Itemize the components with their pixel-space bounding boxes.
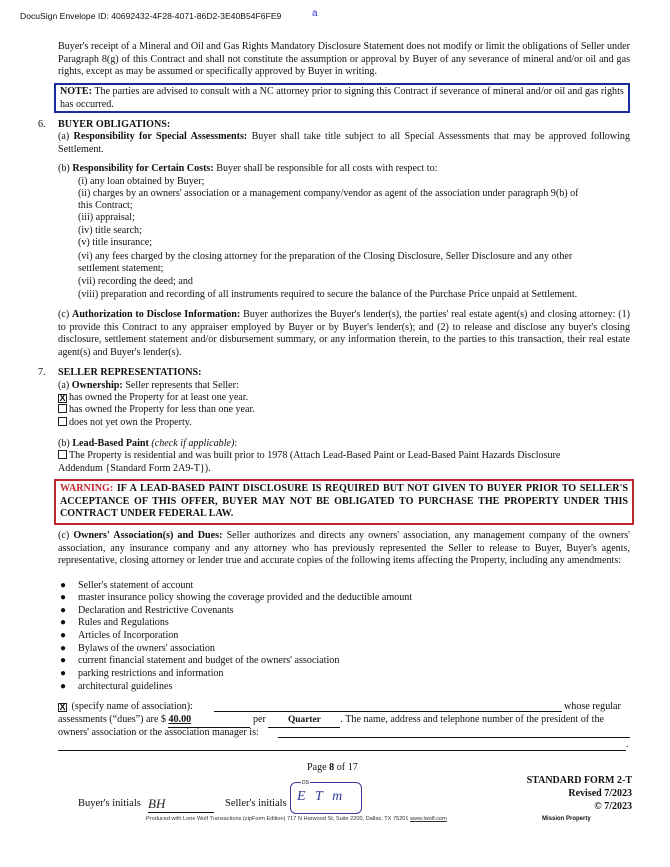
- section-6b-title: Responsibility for Certain Costs:: [72, 163, 214, 174]
- bullet-icon: ●: [60, 668, 67, 679]
- manager-field-line-2[interactable]: [58, 750, 626, 751]
- intro-paragraph: Buyer's receipt of a Mineral and Oil and Gas Rights Mandatory Disclosure Statement does not modify or limit the obligations of Seller under Paragraph 8(g) of this Contract and shall not constitute the assumption or approval by Buyer of any severance of mineral and/or oil and gas rights, except as may be assumed or specifically approved by Buyer in writing.: [58, 41, 630, 77]
- seller-initials-label: Seller's initials: [225, 798, 287, 809]
- seller-initials-stamp[interactable]: [290, 782, 362, 814]
- manager-field[interactable]: [278, 737, 630, 738]
- section-6b-text: Buyer shall be responsible for all costs with respect to:: [216, 163, 438, 174]
- page-of: of: [336, 762, 346, 773]
- cost-item: (iii) appraisal;: [78, 212, 135, 223]
- section-6b: [58, 163, 437, 176]
- list-item: Bylaws of the owners' association: [78, 643, 215, 654]
- form-copyright: © 7/2023: [594, 801, 632, 812]
- buyer-initials-field[interactable]: BH: [148, 796, 214, 813]
- dues-period-field[interactable]: Quarter: [268, 714, 340, 728]
- section-7c-title: Owners' Association(s) and Dues:: [73, 530, 223, 541]
- form-revised: Revised 7/2023: [568, 788, 632, 799]
- warning-box: [54, 479, 634, 525]
- section-6c-text: Buyer authorizes the Buyer's lender(s), the parties' real estate agent(s) and closing attorney: (1) to provide this Contract to any appraiser employed by Buyer or by Buyer's lender(s); and (2) to release and disclose any buyer's closing disclosure, settlement statement and/or disbursement summary, or any information therein, to the parties to this transaction, their real estate agent(s) and Buyer's lender(s).: [58, 309, 631, 358]
- envelope-id: DocuSign Envelope ID: 40692432-4F28-4071-86D2-3E40B54F6FE9: [20, 11, 282, 21]
- ownership-label: has owned the Property for less than one year.: [69, 404, 255, 415]
- list-item: current financial statement and budget of the owners' association: [78, 655, 340, 666]
- section-7b-title: Lead-Based Paint: [72, 438, 149, 449]
- page-total: 17: [347, 762, 358, 773]
- section-7c: [58, 530, 630, 568]
- cost-item: (vii) recording the deed; and: [78, 276, 193, 287]
- section-7-number: 7.: [38, 367, 46, 378]
- dues-suffix: . The name, address and telephone number of the president of the: [340, 714, 604, 725]
- section-6c-prefix: (c): [58, 309, 70, 320]
- seller-initials: E T m: [297, 789, 346, 804]
- note-text: The parties are advised to consult with a NC attorney prior to signing this Contract if severance of mineral and/or oil and gas rights has occurred.: [60, 86, 624, 110]
- cost-item: (vi) any fees charged by the closing attorney for the preparation of the Closing Disclosure, Seller Disclosure and any other: [78, 251, 573, 262]
- cost-item: settlement statement;: [78, 263, 164, 274]
- dues-prefix: assessments (“dues”) are $: [58, 714, 166, 725]
- bullet-icon: ●: [60, 655, 67, 666]
- manager-label: owners' association or the association manager is:: [58, 727, 259, 738]
- whose-regular: whose regular: [564, 701, 621, 712]
- section-6-number: 6.: [38, 119, 46, 130]
- list-item: Articles of Incorporation: [78, 630, 179, 641]
- ownership-label: does not yet own the Property.: [69, 417, 192, 428]
- dues-per: per: [252, 714, 266, 725]
- lead-paint-text-2: Addendum {Standard Form 2A9-T}).: [58, 463, 211, 474]
- list-item: architectural guidelines: [78, 681, 173, 692]
- produced-by: Produced with Lone Wolf Transactions (zipForm Edition) 717 N Harwood St, Suite 2200, Dallas, TX 75201: [146, 816, 409, 822]
- cost-item: (iv) title search;: [78, 225, 142, 236]
- form-info: [527, 774, 632, 813]
- ownership-option[interactable]: [58, 417, 192, 430]
- warning-label: WARNING:: [60, 483, 114, 494]
- cost-item: (viii) preparation and recording of all instruments required to secure the balance of the Purchase Price unpaid at Settlement.: [78, 289, 578, 300]
- ownership-option[interactable]: [58, 404, 255, 417]
- form-name: STANDARD FORM 2-T: [526, 775, 632, 786]
- ownership-checkbox[interactable]: X: [59, 393, 66, 403]
- bullet-icon: ●: [60, 630, 67, 641]
- produced-url[interactable]: www.lwolf.com: [410, 816, 447, 822]
- dues-amount-field[interactable]: 40.00: [168, 714, 250, 728]
- ownership-checkbox[interactable]: [58, 404, 67, 413]
- section-7b-prefix: (b): [58, 438, 70, 449]
- section-7a: [58, 380, 239, 393]
- dues-line: [58, 714, 604, 728]
- bullet-icon: ●: [60, 643, 67, 654]
- page-indicator: [307, 762, 358, 775]
- bullet-icon: ●: [60, 605, 67, 616]
- section-6c-title: Authorization to Disclose Information:: [72, 309, 241, 320]
- section-7a-text: Seller represents that Seller:: [125, 380, 239, 391]
- note-label: NOTE:: [60, 86, 92, 97]
- association-checkbox[interactable]: X: [59, 702, 66, 712]
- cost-item: this Contract;: [78, 200, 133, 211]
- list-item: Declaration and Restrictive Covenants: [78, 605, 234, 616]
- bullet-icon: ●: [60, 592, 67, 603]
- docusign-stamp-label: DS: [302, 780, 309, 786]
- buyer-initials-label: Buyer's initials: [78, 798, 141, 809]
- cost-item: (i) any loan obtained by Buyer;: [78, 176, 205, 187]
- bullet-icon: ●: [60, 681, 67, 692]
- page-prefix: Page: [307, 762, 327, 773]
- section-7c-prefix: (c): [58, 530, 70, 541]
- section-7b-hint: (check if applicable): [151, 438, 235, 449]
- lead-paint-text: The Property is residential and was built prior to 1978 (Attach Lead-Based Paint or Lead-Based Paint Hazards Disclosure: [69, 450, 561, 461]
- page-number: 8: [329, 762, 335, 773]
- cost-item: (v) title insurance;: [78, 237, 152, 248]
- section-7a-prefix: (a): [58, 380, 70, 391]
- section-6a-text: Buyer shall take title subject to all Special Assessments that may be approved following Settlement.: [58, 131, 631, 155]
- ownership-option[interactable]: [58, 392, 248, 405]
- association-label: (specify name of association):: [71, 701, 193, 712]
- section-6b-prefix: (b): [58, 163, 70, 174]
- section-7b-colon: :: [234, 438, 238, 449]
- bullet-icon: ●: [60, 580, 67, 591]
- section-6-title: BUYER OBLIGATIONS:: [58, 119, 171, 130]
- association-option[interactable]: [58, 701, 193, 714]
- warning-text: IF A LEAD-BASED PAINT DISCLOSURE IS REQUIRED BUT NOT GIVEN TO BUYER PRIOR TO SELLER'S ACCEPTANCE OF THIS OFFER, BUYER MAY NOT BE OBLIGATED TO PURCHASE THE PROPERTY UNDER THIS CONTRACT UNDER FEDERAL LAW.: [60, 483, 628, 520]
- bullet-icon: ●: [60, 617, 67, 628]
- section-7c-text: Seller authorizes and directs any owners' association, any management company of the owners' association, any insurance company and any attorney who has previously represented the Seller to release to Buyer, Buyer's agents, representative, closing attorney or lender true and accurate copies of the following items affecting the Property, including any amendments:: [58, 530, 630, 566]
- cost-item: (ii) charges by an owners' association or a management company/vendor as agent of the association under paragraph 9(b) of: [78, 188, 579, 199]
- list-item: Seller's statement of account: [78, 580, 194, 591]
- produced-by-line: [146, 816, 447, 822]
- section-6a: [58, 131, 630, 156]
- brand-name: Mission Property: [542, 816, 591, 822]
- section-6a-title: Responsibility for Special Assessments:: [73, 131, 248, 142]
- manager-line-end: .: [626, 739, 629, 750]
- section-7-title: SELLER REPRESENTATIONS:: [58, 367, 202, 378]
- list-item: master insurance policy showing the coverage provided and the deductible amount: [78, 592, 413, 603]
- note-box: [54, 83, 630, 113]
- list-item: Rules and Regulations: [78, 617, 169, 628]
- section-6a-prefix: (a): [58, 131, 70, 142]
- lead-paint-checkbox[interactable]: [58, 450, 67, 459]
- association-name-field[interactable]: [214, 711, 562, 712]
- section-7b: [58, 438, 237, 451]
- envelope-marker: a: [312, 8, 318, 19]
- section-7a-title: Ownership:: [71, 380, 123, 391]
- ownership-label: has owned the Property for at least one year.: [69, 392, 249, 403]
- lead-paint-option[interactable]: [58, 450, 560, 463]
- section-6c: [58, 309, 630, 359]
- list-item: parking restrictions and information: [78, 668, 224, 679]
- ownership-checkbox[interactable]: [58, 417, 67, 426]
